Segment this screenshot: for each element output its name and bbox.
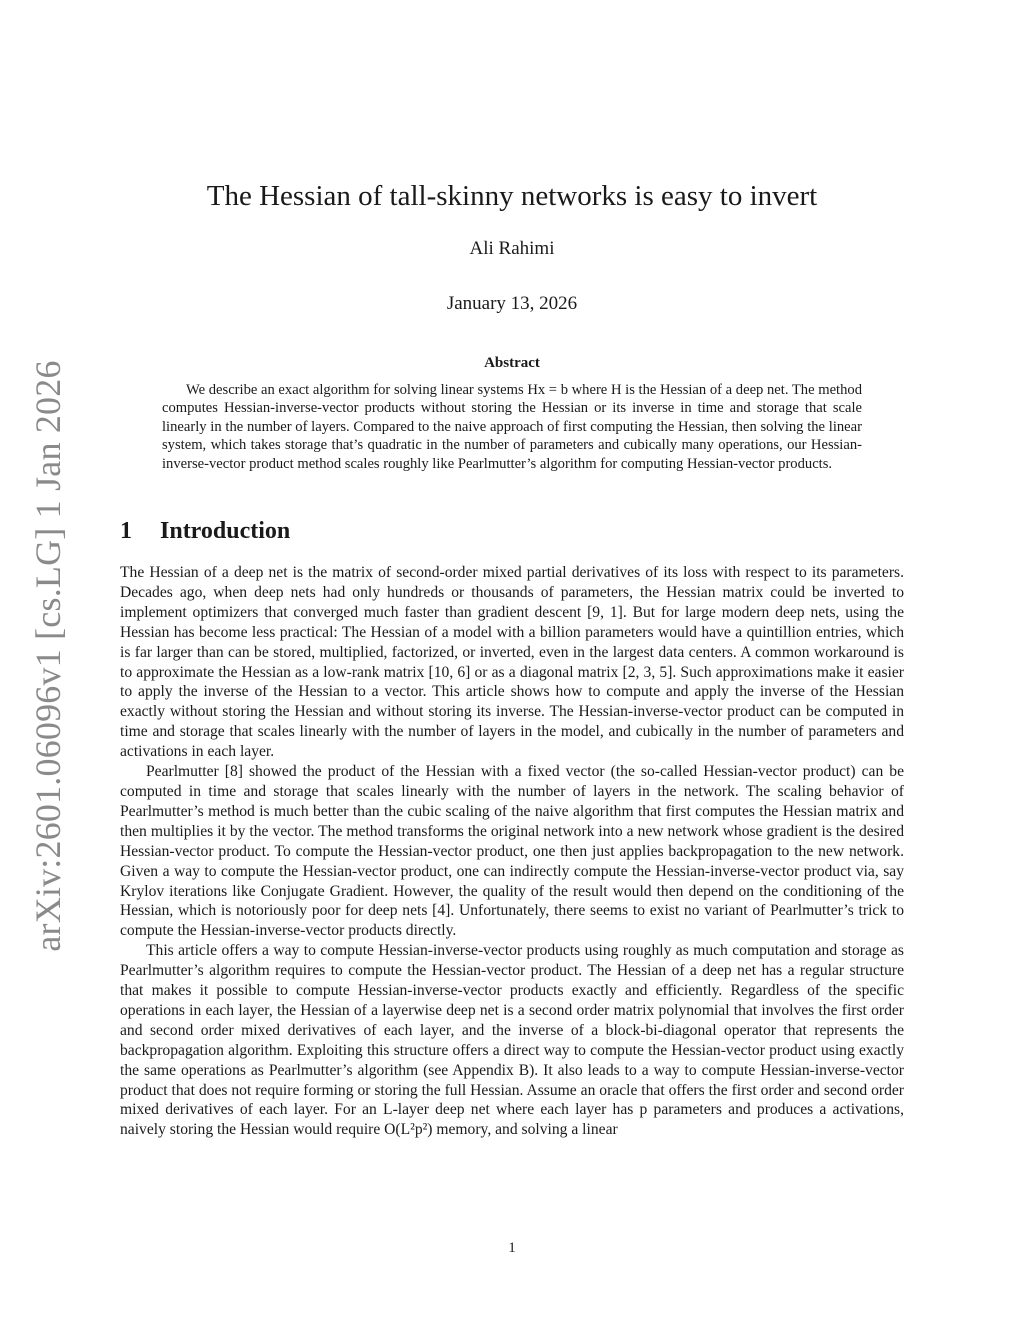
paragraph: This article offers a way to compute Hessian-inverse-vector products using roughly as much computation and storage as Pearlmutter’s algorithm requires to compute the Hessian-vector product. The Hessian of a deep net has a regular structure that makes it possible to compute Hessian-inverse-vector products exactly and efficiently. Regardless of the specific operations in each layer, the Hessian of a layerwise deep net is a second order matrix polynomial that involves the first order and second order mixed derivatives of each layer, and the inverse of a block-bi-diagonal operator that represents the backpropagation algorithm. Exploiting this structure offers a direct way to compute the Hessian-vector product using exactly the same operations as Pearlmutter’s algorithm (see Appendix B). It also leads to a way to compute Hessian-inverse-vector product that does not require forming or storing the full Hessian. Assume an oracle that offers the first order and second order mixed derivatives of each layer. For an L-layer deep net where each layer has p parameters and produces a activations, naively storing the Hessian would require O(L²p²) memory, and solving a linear — [120, 942, 904, 1139]
section-heading — [120, 518, 290, 545]
abstract-text: We describe an exact algorithm for solving linear systems Hx = b where H is the Hessian of a deep net. The method computes Hessian-inverse-vector products without storing the Hessian or its inverse in time and storage that scale linearly in the number of layers. Compared to the naive approach of first computing the Hessian, then solving the linear system, which takes storage that’s quadratic in the number of parameters and cubically many operations, our Hessian-inverse-vector product method scales roughly like Pearlmutter’s algorithm for computing Hessian-vector products. — [162, 382, 862, 472]
abstract-heading: Abstract — [484, 355, 540, 371]
section-number: 1 — [120, 518, 132, 544]
paragraph: Pearlmutter [8] showed the product of the Hessian with a fixed vector (the so-called Hessian-vector product) can be computed in time and storage that scales linearly with the number of layers in the network. The scaling behavior of Pearlmutter’s method is much better than the cubic scaling of the naive algorithm that first computes the Hessian matrix and then multiplies it by the vector. The method transforms the original network into a new network whose gradient is the desired Hessian-vector product. To compute the Hessian-vector product, one then just applies backpropagation to the new network. Given a way to compute the Hessian-vector product, one can indirectly compute the Hessian-inverse-vector product via, say Krylov iterations like Conjugate Gradient. However, the quality of the result would then depend on the conditioning of the Hessian, which is notoriously poor for deep nets [4]. Unfortunately, there seems to exist no variant of Pearlmutter’s trick to compute the Hessian-inverse-vector products directly. — [120, 763, 904, 940]
section-title: Introduction — [160, 518, 291, 544]
author-name: Ali Rahimi — [469, 238, 555, 259]
page-number: 1 — [508, 1240, 516, 1256]
paper-title: The Hessian of tall-skinny networks is easy to invert — [206, 180, 818, 212]
paragraph: The Hessian of a deep net is the matrix of second-order mixed partial derivatives of its loss with respect to its parameters. Decades ago, when deep nets had only hundreds or thousands of parameters, the Hessian matrix could be inverted to implement optimizers that converged much faster than gradient descent [9, 1]. But for large modern deep nets, using the Hessian has become less practical: The Hessian of a model with a billion parameters would have a quintillion entries, which is far larger than can be stored, multiplied, factorized, or inverted, even in the largest data centers. A common workaround is to approximate the Hessian as a low-rank matrix [10, 6] or as a diagonal matrix [2, 3, 5]. Such approximations make it easier to apply the inverse of the Hessian to a vector. This article shows how to compute and apply the inverse of the Hessian exactly without storing the Hessian and without storing its inverse. The Hessian-inverse-vector product can be computed in time and storage that scales linearly with the number of layers in the model, and cubically in the number of parameters and activations in each layer. — [120, 564, 904, 761]
arxiv-identifier-stamp: arXiv:2601.06096v1 [cs.LG] 1 Jan 2026 — [28, 360, 68, 952]
introduction-body — [120, 563, 904, 1140]
publication-date: January 13, 2026 — [446, 293, 578, 314]
